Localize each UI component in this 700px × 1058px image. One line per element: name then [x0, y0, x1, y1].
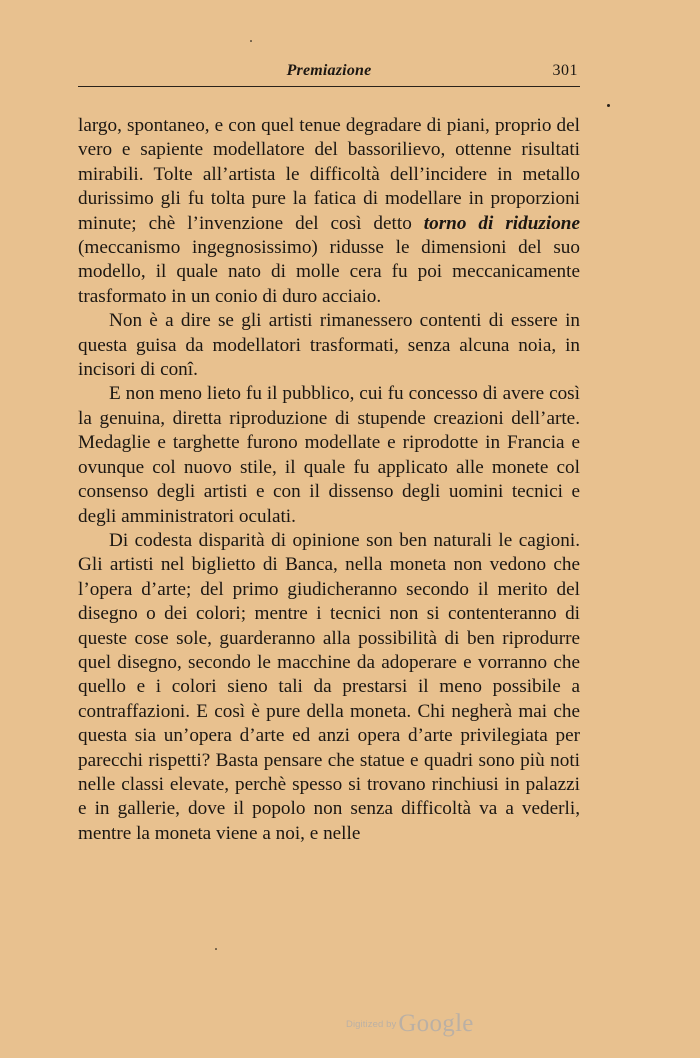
header-rule — [78, 86, 580, 87]
page-header — [78, 60, 580, 86]
paragraph-4: Di codesta disparità di opinione son ben naturali le cagioni. Gli artisti nel biglietto di Banca, nella moneta non vedono che l’opera d’arte; del primo giudicheranno secondo il merito del disegno o dei colori; mentre i tecnici non si contenteranno di queste cose sole, guarderanno alla possibilità di ben riprodurre quel disegno, secondo le macchine da adoperare e vorranno che quello e i colori sieno tali da prestarsi il meno possibile a contraffazioni. E così è pure della moneta. Chi negherà mai che questa sia un’opera d’arte ed anzi opera d’arte privilegiata per parecchi rispetti? Basta pensare che statue e quadri sono più noti nelle classi elevate, perchè spesso si trovano rinchiusi in palazzi e in gallerie, dove il popolo non senza difficoltà va a vederli, mentre la moneta viene a noi, e nelle — [78, 529, 580, 844]
paragraph-2: Non è a dire se gli artisti rimanessero contenti di essere in questa guisa da modellatori trasformati, senza alcuna noia, in incisori di conî. — [78, 310, 580, 381]
page-number: 301 — [552, 62, 578, 79]
paragraph-1 — [78, 114, 580, 309]
paragraph-3: E non meno lieto fu il pubblico, cui fu concesso di avere così la genuina, diretta riproduzione di stupende creazioni dell’arte. Medaglie e targhette furono modellate e riprodotte in Francia e ovunque col nuovo stile, il quale fu applicato alle monete col consenso degli artisti e con il dissenso degli uomini tecnici e degli amministratori oculati. — [78, 383, 580, 527]
watermark-prefix: Digitized by — [346, 1019, 397, 1030]
paper-speck — [250, 40, 252, 42]
paragraph-1-text-b: (meccanismo ingegnosissimo) ridusse le dimensioni del suo modello, il quale nato di molle cera fu poi meccanicamente trasformato in un conio di duro acciaio. — [78, 237, 580, 307]
digitized-watermark — [346, 1006, 474, 1036]
paper-speck — [215, 948, 217, 950]
body-text — [78, 114, 580, 846]
margin-dot — [607, 104, 610, 107]
running-title: Premiazione — [286, 62, 372, 79]
watermark-logo: Google — [398, 1010, 474, 1037]
italic-term: torno di riduzione — [423, 212, 580, 234]
paragraph-1-text-a: largo, spontaneo, e con quel tenue degradare di piani, proprio del vero e sapiente modellatore del bassorilievo, ottenne risultati mirabili. Tolte all’artista le difficoltà dell’incidere in metallo durissimo gli fu tolta pure la fatica di modellare in proporzioni minute; chè l’invenzione del così detto — [78, 115, 580, 234]
